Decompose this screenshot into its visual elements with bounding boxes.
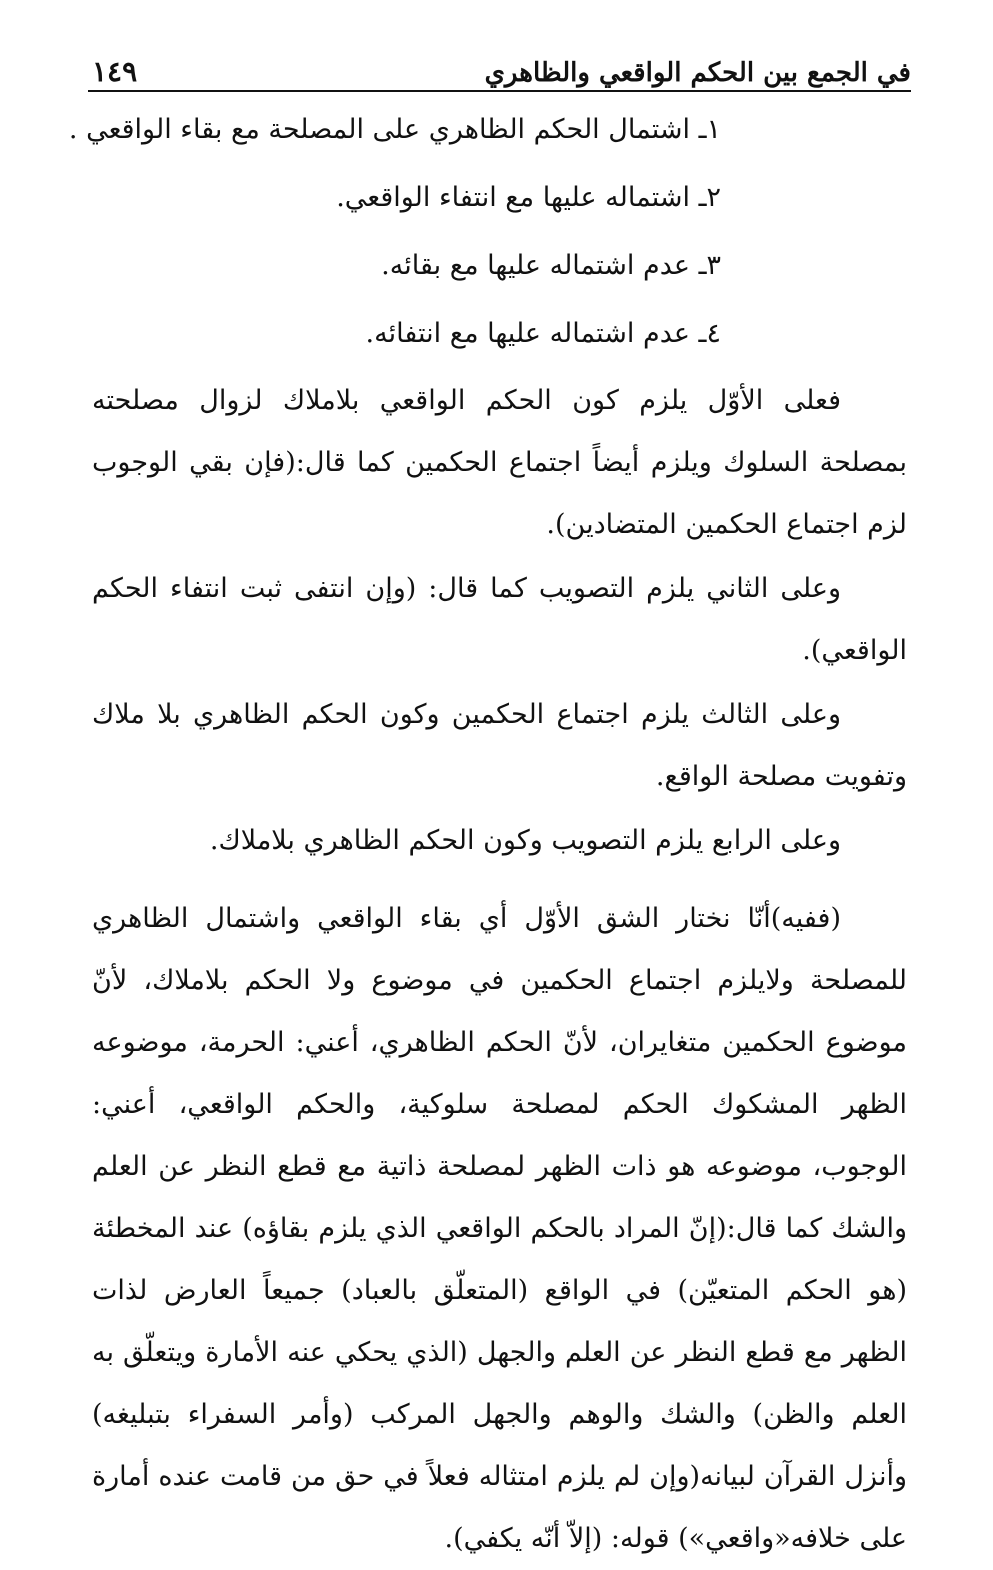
paragraph: وعلى الرابع يلزم التصويب وكون الحكم الظاهري بلاملاك. <box>209 825 841 856</box>
list-item: ١ـ اشتمال الحكم الظاهري على المصلحة مع بقاء الواقعي . <box>68 114 721 145</box>
page-number: ١٤٩ <box>92 55 138 88</box>
running-title: في الجمع بين الحكم الواقعي والظاهري <box>484 58 911 88</box>
paragraph: فعلى الأوّل يلزم كون الحكم الواقعي بلاملاك لزوال مصلحته بمصلحة السلوك ويلزم أيضاً اجتماع الحكمين كما قال:(فإن بقي الوجوب لزم اجتماع الحكمين المتضادين). <box>92 385 907 540</box>
list-item: ٣ـ عدم اشتماله عليها مع بقائه. <box>381 250 721 281</box>
header-rule <box>88 90 911 92</box>
paragraph: وعلى الثاني يلزم التصويب كما قال: (وإن انتفى ثبت انتفاء الحكم الواقعي). <box>92 573 907 666</box>
page-header <box>92 40 911 86</box>
paragraph: وعلى الثالث يلزم اجتماع الحكمين وكون الحكم الظاهري بلا ملاك وتفويت مصلحة الواقع. <box>92 699 907 792</box>
page-body <box>68 96 907 1570</box>
spacer <box>92 872 907 888</box>
list-item: ٤ـ عدم اشتماله عليها مع انتفائه. <box>365 318 721 349</box>
list-item: ٢ـ اشتماله عليها مع انتفاء الواقعي. <box>336 182 721 213</box>
paragraph: (ففيه)أنّا نختار الشق الأوّل أي بقاء الواقعي واشتمال الظاهري للمصلحة ولايلزم اجتماع الحكمين في موضوع ولا الحكم بلاملاك، لأنّ موضوع الحكمين متغايران، لأنّ الحكم الظاهري، أعني: الحرمة، موضوعه الظهر المشكوك الحكم لمصلحة سلوكية، والحكم الواقعي، أعني: الوجوب، موضوعه هو ذات الظهر لمصلحة ذاتية مع قطع النظر عن العلم والشك كما قال:(إنّ المراد بالحكم الواقعي الذي يلزم بقاؤه) عند المخطئة (هو الحكم المتعيّن) في الواقع (المتعلّق بالعباد) جميعاً العارض لذات الظهر مع قطع النظر عن العلم والجهل (الذي يحكي عنه الأمارة ويتعلّق به العلم والظن) والشك والوهم والجهل المركب (وأمر السفراء بتبليغه) وأنزل القرآن لبيانه(وإن لم يلزم امتثاله فعلاً في حق من قامت عنده أمارة على خلافه«واقعي») قوله: (إلاّ أنّه يكفي). <box>92 903 907 1554</box>
